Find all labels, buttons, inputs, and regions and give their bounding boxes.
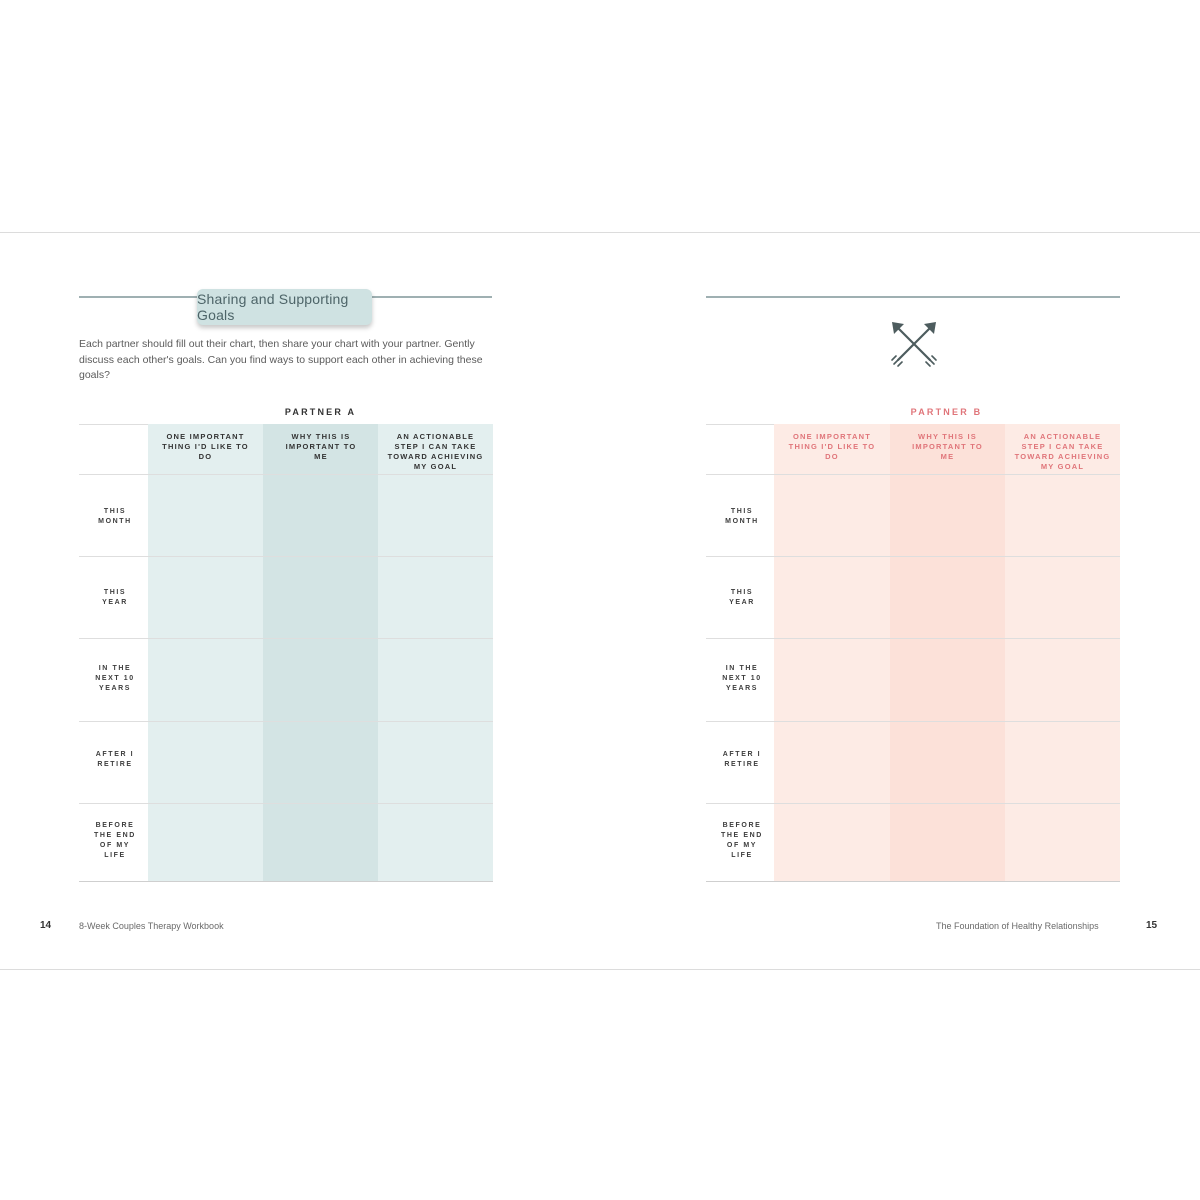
partner-a-row-label: THIS YEAR: [102, 589, 128, 606]
row-divider: [706, 721, 1120, 722]
partner-b-column-1: [774, 424, 890, 882]
partner-b-row-label: THIS MONTH: [725, 508, 759, 525]
left-footer: 8-Week Couples Therapy Workbook: [79, 921, 224, 931]
partner-b-row-label: BEFORE THE END OF MY LIFE: [721, 822, 763, 859]
partner-a-row-label: BEFORE THE END OF MY LIFE: [94, 822, 136, 859]
partner-a-header-1: ONE IMPORTANT THING I'D LIKE TO DO: [162, 432, 249, 461]
partner-a-label: PARTNER A: [284, 407, 357, 417]
row-divider: [706, 638, 1120, 639]
partner-a-column-1: [148, 424, 263, 882]
partner-a-column-2: [263, 424, 378, 882]
partner-b-row-label: THIS YEAR: [729, 589, 755, 606]
row-divider: [706, 474, 1120, 475]
partner-a-column-3: [378, 424, 493, 882]
section-title: Sharing and Supporting Goals: [197, 291, 349, 323]
partner-a-row-label: AFTER I RETIRE: [95, 751, 135, 768]
left-page-number: 14: [40, 920, 52, 931]
partner-b-header-1: ONE IMPORTANT THING I'D LIKE TO DO: [788, 432, 876, 461]
partner-b-column-2: [890, 424, 1005, 882]
right-footer: The Foundation of Healthy Relationships: [936, 921, 1099, 931]
partner-a-row-label: THIS MONTH: [98, 508, 132, 525]
row-divider: [79, 556, 493, 557]
right-page-number: 15: [1146, 920, 1158, 931]
partner-b-header-2: WHY THIS IS IMPORTANT TO ME: [912, 432, 983, 461]
row-divider: [706, 424, 774, 425]
partner-b-label: PARTNER B: [910, 407, 983, 417]
partner-a-row-label: IN THE NEXT 10 YEARS: [95, 665, 135, 692]
partner-b-column-3: [1005, 424, 1120, 882]
row-divider: [706, 556, 1120, 557]
partner-a-header-2: WHY THIS IS IMPORTANT TO ME: [285, 432, 357, 461]
section-title-tab: [197, 289, 372, 325]
row-divider: [79, 638, 493, 639]
partner-b-row-label: AFTER I RETIRE: [722, 751, 762, 768]
partner-b-chart: [706, 424, 1120, 882]
partner-a-chart: [79, 424, 493, 882]
row-divider: [79, 803, 493, 804]
chart-bottom-line: [706, 881, 1120, 882]
right-top-rule: [706, 296, 1120, 298]
intro-paragraph: Each partner should fill out their chart, then share your chart with your partner. Gently discuss each other's goals. Can you find ways to support each other in achieving these goals?: [79, 338, 483, 381]
row-divider: [706, 803, 1120, 804]
partner-b-header-3: AN ACTIONABLE STEP I CAN TAKE TOWARD ACHIEVING MY GOAL: [1014, 432, 1111, 471]
partner-b-row-label: IN THE NEXT 10 YEARS: [722, 665, 762, 692]
row-divider: [79, 721, 493, 722]
crossed-arrows-icon: [890, 320, 938, 368]
row-divider: [79, 474, 493, 475]
chart-bottom-line: [79, 881, 493, 882]
row-divider: [79, 424, 148, 425]
partner-a-header-3: AN ACTIONABLE STEP I CAN TAKE TOWARD ACHIEVING MY GOAL: [387, 432, 484, 471]
